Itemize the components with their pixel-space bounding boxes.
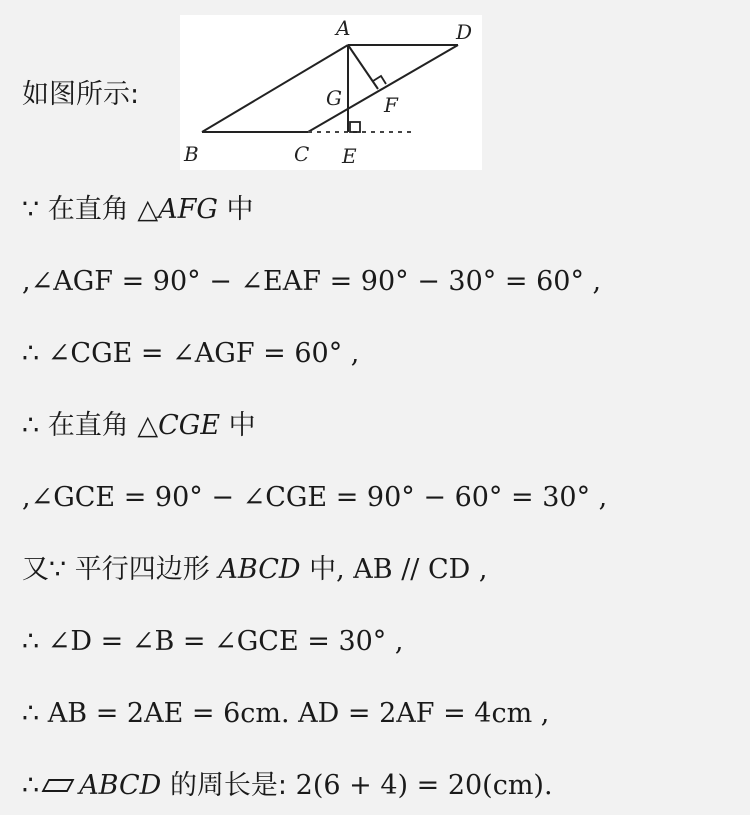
label-b: B — [184, 142, 199, 166]
proof-line-9: ∴ ABCD 的周长是: 2(6 + 4) = 20(cm). — [22, 770, 553, 801]
therefore-symbol: ∴ — [22, 698, 40, 729]
proof-line-8: ∴ AB = 2AE = 6cm. AD = 2AF = 4cm , — [22, 698, 550, 729]
proof-line-1: ∵ 在直角 △AFG 中 — [22, 194, 254, 225]
label-e: E — [342, 144, 357, 168]
label-g: G — [326, 86, 342, 110]
label-d: D — [456, 20, 473, 44]
label-a: A — [336, 16, 351, 40]
because-symbol: ∵ — [49, 554, 67, 585]
proof-line-7: ∴ ∠D = ∠B = ∠GCE = 30° , — [22, 626, 404, 657]
proof-line-6: 又∵ 平行四边形 ABCD 中, AB // CD , — [22, 554, 488, 585]
therefore-symbol: ∴ — [22, 626, 40, 657]
right-angle-mark-e — [350, 122, 360, 132]
geometry-figure — [180, 15, 482, 170]
because-symbol: ∵ — [22, 194, 40, 225]
therefore-symbol: ∴ — [22, 338, 40, 369]
proof-line-2: ,∠AGF = 90° − ∠EAF = 90° − 30° = 60° , — [22, 266, 602, 297]
proof-line-4: ∴ 在直角 △CGE 中 — [22, 410, 256, 441]
therefore-symbol: ∴ — [22, 770, 40, 801]
therefore-symbol: ∴ — [22, 410, 40, 441]
parallelogram-icon — [42, 779, 75, 792]
proof-line-5: ,∠GCE = 90° − ∠CGE = 90° − 60° = 30° , — [22, 482, 608, 513]
segment-af — [348, 45, 378, 89]
parallelogram-diagram — [180, 15, 482, 170]
intro-text: 如图所示: — [22, 79, 140, 110]
label-f: F — [384, 93, 398, 117]
proof-line-3: ∴ ∠CGE = ∠AGF = 60° , — [22, 338, 360, 369]
label-c: C — [294, 142, 310, 166]
